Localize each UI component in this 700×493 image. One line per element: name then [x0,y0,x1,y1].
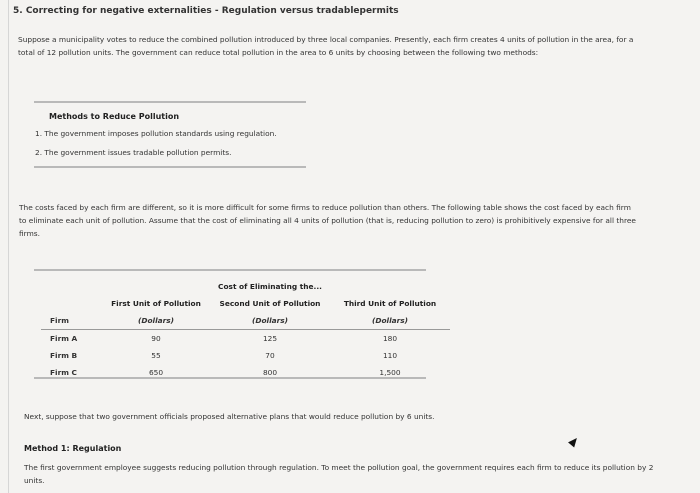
col-header-first: First Unit of Pollution [111,299,201,308]
next-paragraph: Next, suppose that two government officials proposed alternative plans that would reduce pollution by 6 units. [24,412,435,421]
row-firm-label: Firm B [50,351,78,360]
page-frame [8,0,699,493]
method1-title: Method 1: Regulation [24,444,122,453]
row-firm-label: Firm A [50,334,78,343]
table-top-rule [34,269,426,271]
question-heading: 5. Correcting for negative externalities - Regulation versus tradablepermits [13,6,399,16]
table-bottom-rule [34,377,426,379]
col-header-second: Second Unit of Pollution [219,299,321,308]
table-row [41,330,450,348]
cell-value: 180 [382,334,398,343]
cell-value: 800 [262,368,278,377]
table-row [41,347,450,364]
group-header: Cost of Eliminating the... [218,282,322,291]
cell-value: 55 [151,351,161,360]
cell-value: 70 [265,351,275,360]
col-header-third: Third Unit of Pollution [343,299,437,308]
intro-paragraph: Suppose a municipality votes to reduce the combined pollution introduced by three local companies. Presently, each firm creates 4 units of pollution in the area, for a total of 12 pollution units. The government can reduce total pollution in the area to 6 units by choosing between the following two methods: [18,35,634,57]
col-unit-first: (Dollars) [102,312,210,330]
firm-header: Firm [41,312,102,330]
cell-value: 90 [151,334,161,343]
method1-text: The first government employee suggests reducing pollution through regulation. To meet the pollution goal, the government requires each firm to reduce its pollution by 2 units. [24,463,654,485]
cell-value: 650 [148,368,164,377]
row-firm-label: Firm C [50,368,77,377]
cell-value: 1,500 [379,368,401,377]
methods-title: Methods to Reduce Pollution [49,112,180,121]
costs-paragraph: The costs faced by each firm are different, so it is more difficult for some firms to reduce pollution than others. The following table shows the cost faced by each firm to eliminate each unit of pollution. Assume that the cost of eliminating all 4 units of pollution (that is, reducing pollution to zero) is prohibitively expensive for all three firms. [19,203,636,238]
cost-table [41,278,450,381]
method-item-1: 1. The government imposes pollution standards using regulation. [35,129,277,138]
col-unit-second: (Dollars) [210,312,330,330]
method-item-2: 2. The government issues tradable pollution permits. [35,148,232,157]
cell-value: 125 [262,334,278,343]
cell-value: 110 [382,351,398,360]
methods-top-rule [34,101,306,103]
col-unit-third: (Dollars) [330,312,450,330]
methods-bottom-rule [34,166,306,168]
